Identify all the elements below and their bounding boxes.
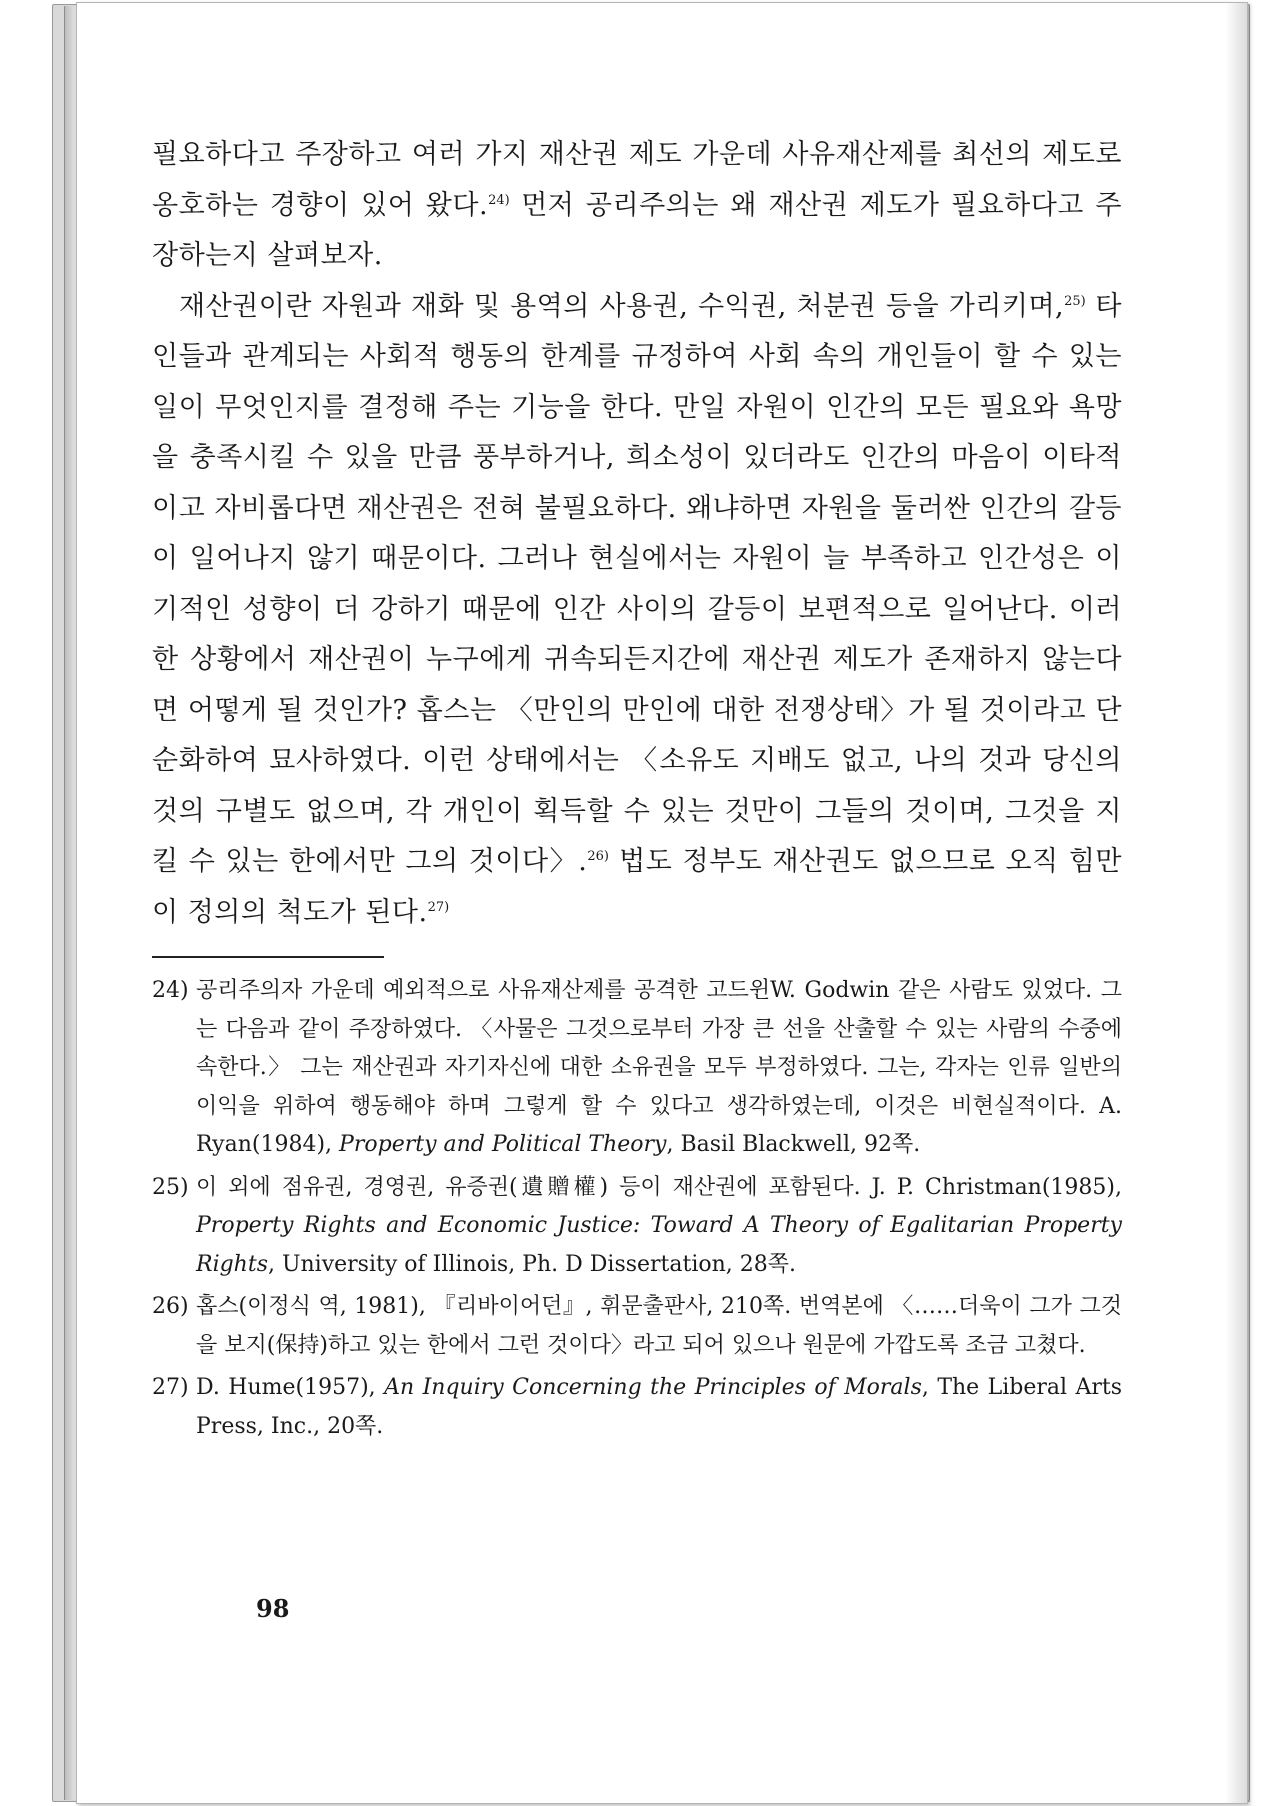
footnote-text: D. Hume(1957), [196, 1375, 385, 1400]
footnote-24 [152, 972, 1122, 1165]
paragraph-2 [152, 282, 1122, 939]
footnotes [152, 972, 1122, 1446]
footnote-text-end: , The Liberal Arts Press, Inc., 20쪽. [196, 1375, 1122, 1439]
footnote-text: 이 외에 점유권, 경영권, 유증권(遺贈權) 등이 재산권에 포함된다. J. P. Christman(1985), [196, 1174, 1122, 1200]
footnote-ref-27: 27) [427, 899, 450, 915]
page-content [152, 130, 1122, 1450]
footnote-number: 24) [152, 978, 189, 1003]
main-text [152, 130, 1122, 938]
footnote-ref-24: 24) [488, 192, 510, 208]
footnote-title: Property Rights and Economic Justice: Toward A Theory of Egalitarian Property Rights [196, 1213, 1122, 1277]
footnote-text: 공리주의자 가운데 예외적으로 사유재산제를 공격한 고드윈W. Godwin 같은 사람도 있었다. 그는 다음과 같이 주장하였다. 〈사물은 그것으로부터 가장 큰 선을 산출할 수 있는 사람의 수중에 속한다.〉 그는 재산권과 자기자신에 대한 소유권을 모두 부정하였다. 그는, 각자는 인류 일반의 이익을 위하여 행동해야 하며 그렇게 할 수 있다고 생각하였는데, 이것은 비현실적이다. A. Ryan(1984), [196, 978, 1122, 1157]
footnote-number: 25) [152, 1174, 189, 1200]
footnote-title: An Inquiry Concerning the Principles of Morals [384, 1375, 922, 1400]
footnote-25 [152, 1169, 1122, 1285]
footnote-text: 홉스(이정식 역, 1981), 『리바이어던』, 휘문출판사, 210쪽. 번역본에 〈……더욱이 그가 그것을 보지(保持)하고 있는 한에서 그런 것이다〉라고 되어 있으나 원문에 가깝도록 조금 고쳤다. [196, 1294, 1122, 1358]
page-shadow [1225, 3, 1247, 1803]
paragraph-2-text-b: 타인들과 관계되는 사회적 행동의 한계를 규정하여 사회 속의 개인들이 할 수 있는 일이 무엇인지를 결정해 주는 기능을 한다. 만일 자원이 인간의 모든 필요와 욕망을 충족시킬 수 있을 만큼 풍부하거나, 희소성이 있더라도 인간의 마음이 이타적이고 자비롭다면 재산권은 전혀 불필요하다. 왜냐하면 자원을 둘러싼 인간의 갈등이 일어나지 않기 때문이다. 그러나 현실에서는 자원이 늘 부족하고 인간성은 이기적인 성향이 더 강하기 때문에 인간 사이의 갈등이 보편적으로 일어난다. 이러한 상황에서 재산권이 누구에게 귀속되든지간에 재산권 제도가 존재하지 않는다면 어떻게 될 것인가? 홉스는 〈만인의 만인에 대한 전쟁상태〉가 될 것이라고 단순화하여 묘사하였다. 이런 상태에서는 〈소유도 지배도 없고, 나의 것과 당신의 것의 구별도 없으며, 각 개인이 획득할 수 있는 것만이 그들의 것이며, 그것을 지킬 수 있는 한에서만 그의 것이다〉. [152, 290, 1122, 877]
footnote-27 [152, 1369, 1122, 1446]
paragraph-1 [152, 130, 1122, 282]
paragraph-2-text-a: 재산권이란 자원과 재화 및 용역의 사용권, 수익권, 처분권 등을 가리키며, [179, 290, 1065, 322]
page-number: 98 [256, 1594, 290, 1623]
paragraph-1-text-a: 필요하다고 주장하고 여러 가지 재산권 제도 가운데 사유재산제를 최선의 제도로 옹호하는 경향이 있어 왔다. [152, 139, 1122, 221]
footnote-title: Property and Political Theory [339, 1132, 667, 1157]
paragraph-1-text-b: 먼저 공리주의는 왜 재산권 제도가 필요하다고 주장하는지 살펴보자. [152, 189, 1122, 271]
footnote-ref-25: 25) [1064, 293, 1086, 309]
footnote-divider [152, 956, 384, 958]
footnote-number: 26) [152, 1294, 189, 1319]
footnote-text-end: , University of Illinois, Ph. D Dissertation, 28쪽. [267, 1251, 797, 1277]
footnote-26 [152, 1288, 1122, 1365]
footnote-number: 27) [152, 1375, 189, 1400]
footnote-text-end: , Basil Blackwell, 92쪽. [666, 1132, 921, 1157]
footnote-ref-26: 26) [587, 849, 609, 864]
paragraph-2-text-c: 법도 정부도 재산권도 없으므로 오직 힘만이 정의의 척도가 된다. [152, 846, 1122, 928]
